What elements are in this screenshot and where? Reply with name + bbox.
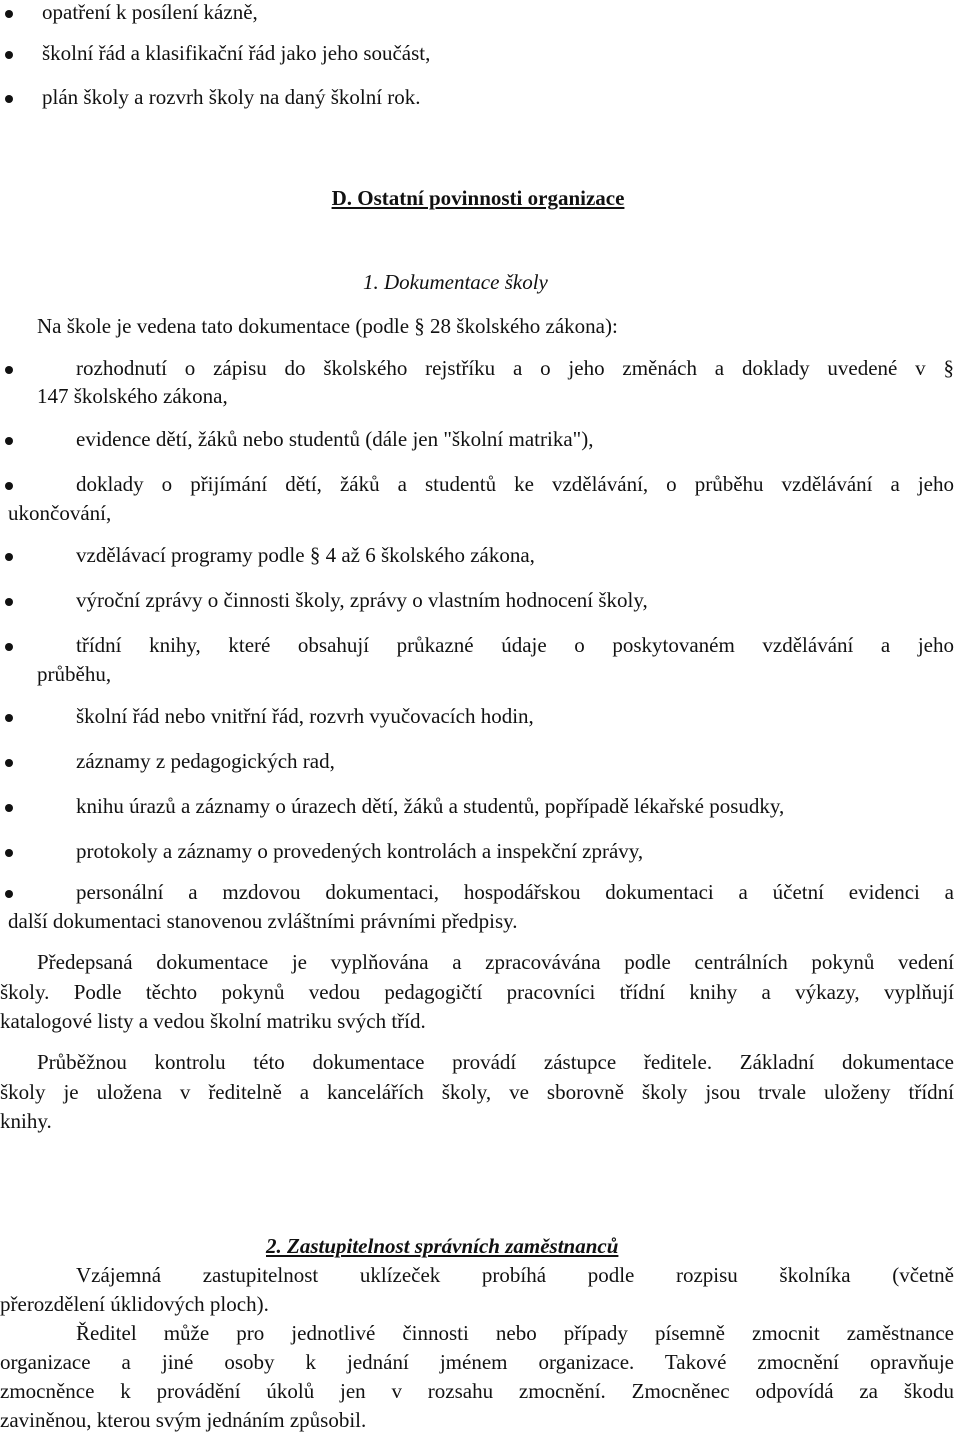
paragraph-line: zmocněnce k provádění úkolů jen v rozsahu zmocnění. Zmocněnec odpovídá za škodu bbox=[0, 1379, 954, 1403]
list-item: personální a mzdovou dokumentaci, hospodářskou dokumentaci a účetní evidenci a bbox=[76, 880, 954, 904]
sub1-intro: Na škole je vedena tato dokumentace (podle § 28 školského zákona): bbox=[37, 314, 618, 338]
list-item: rozhodnutí o zápisu do školského rejstříku a o jeho změnách a doklady uvedené v § bbox=[76, 356, 954, 380]
sub1-heading: 1. Dokumentace školy bbox=[363, 270, 548, 294]
bullet-icon bbox=[5, 890, 13, 898]
list-item: knihu úrazů a záznamy o úrazech dětí, žáků a studentů, popřípadě lékařské posudky, bbox=[76, 794, 785, 818]
list-item: záznamy z pedagogických rad, bbox=[76, 749, 335, 773]
paragraph-line: školy. Podle těchto pokynů vedou pedagogičtí pracovníci třídní knihy a výkazy, vyplňují bbox=[0, 980, 954, 1004]
list-item: doklady o přijímání dětí, žáků a studentů ke vzdělávání, o průběhu vzdělávání a jeho bbox=[76, 472, 954, 496]
list-item: školní řád nebo vnitřní řád, rozvrh vyučovacích hodin, bbox=[76, 704, 534, 728]
list-item: evidence dětí, žáků nebo studentů (dále jen "školní matrika"), bbox=[76, 427, 594, 451]
list-item: výroční zprávy o činnosti školy, zprávy o vlastním hodnocení školy, bbox=[76, 588, 648, 612]
list-item: protokoly a záznamy o provedených kontrolách a inspekční zprávy, bbox=[76, 839, 644, 863]
list-item: školní řád a klasifikační řád jako jeho součást, bbox=[42, 41, 431, 65]
list-item: opatření k posílení kázně, bbox=[42, 0, 258, 24]
paragraph-line: Vzájemná zastupitelnost uklízeček probíhá podle rozpisu školníka (včetně bbox=[76, 1263, 954, 1287]
sub2-heading: 2. Zastupitelnost správních zaměstnanců bbox=[266, 1234, 619, 1258]
paragraph-line: zaviněnou, kterou svým jednáním způsobil. bbox=[0, 1408, 367, 1432]
bullet-icon bbox=[5, 759, 13, 767]
bullet-icon bbox=[5, 598, 13, 606]
bullet-icon bbox=[5, 10, 13, 18]
paragraph-line: knihy. bbox=[0, 1109, 52, 1133]
paragraph-line: organizace a jiné osoby k jednání jménem organizace. Takové zmocnění opravňuje bbox=[0, 1350, 954, 1374]
list-item-continuation: průběhu, bbox=[37, 662, 112, 686]
list-item: vzdělávací programy podle § 4 až 6 školského zákona, bbox=[76, 543, 535, 567]
paragraph-line: katalogové listy a vedou školní matriku svých tříd. bbox=[0, 1009, 426, 1033]
list-item-continuation: 147 školského zákona, bbox=[37, 384, 228, 408]
paragraph-line: Předepsaná dokumentace je vyplňována a zpracovávána podle centrálních pokynů vedení bbox=[37, 950, 954, 974]
bullet-icon bbox=[5, 437, 13, 445]
bullet-icon bbox=[5, 804, 13, 812]
list-item-continuation: další dokumentaci stanovenou zvláštními právními předpisy. bbox=[8, 909, 518, 933]
paragraph-line: přerozdělení úklidových ploch). bbox=[0, 1292, 269, 1316]
bullet-icon bbox=[5, 366, 13, 374]
list-item: plán školy a rozvrh školy na daný školní rok. bbox=[42, 85, 421, 109]
list-item: třídní knihy, které obsahují průkazné údaje o poskytovaném vzdělávání a jeho bbox=[76, 633, 954, 657]
bullet-icon bbox=[5, 849, 13, 857]
bullet-icon bbox=[5, 51, 13, 59]
bullet-icon bbox=[5, 553, 13, 561]
bullet-icon bbox=[5, 482, 13, 490]
paragraph-line: Ředitel může pro jednotlivé činnosti nebo případy písemně zmocnit zaměstnance bbox=[76, 1321, 954, 1345]
bullet-icon bbox=[5, 714, 13, 722]
paragraph-line: Průběžnou kontrolu této dokumentace provádí zástupce ředitele. Základní dokumentace bbox=[37, 1050, 954, 1074]
paragraph-line: školy je uložena v ředitelně a kancelářích školy, ve sborovně školy jsou trvale uloženy třídní bbox=[0, 1080, 954, 1104]
bullet-icon bbox=[5, 95, 13, 103]
list-item-continuation: ukončování, bbox=[8, 501, 112, 525]
section-d-title: D. Ostatní povinnosti organizace bbox=[331, 186, 625, 210]
bullet-icon bbox=[5, 643, 13, 651]
